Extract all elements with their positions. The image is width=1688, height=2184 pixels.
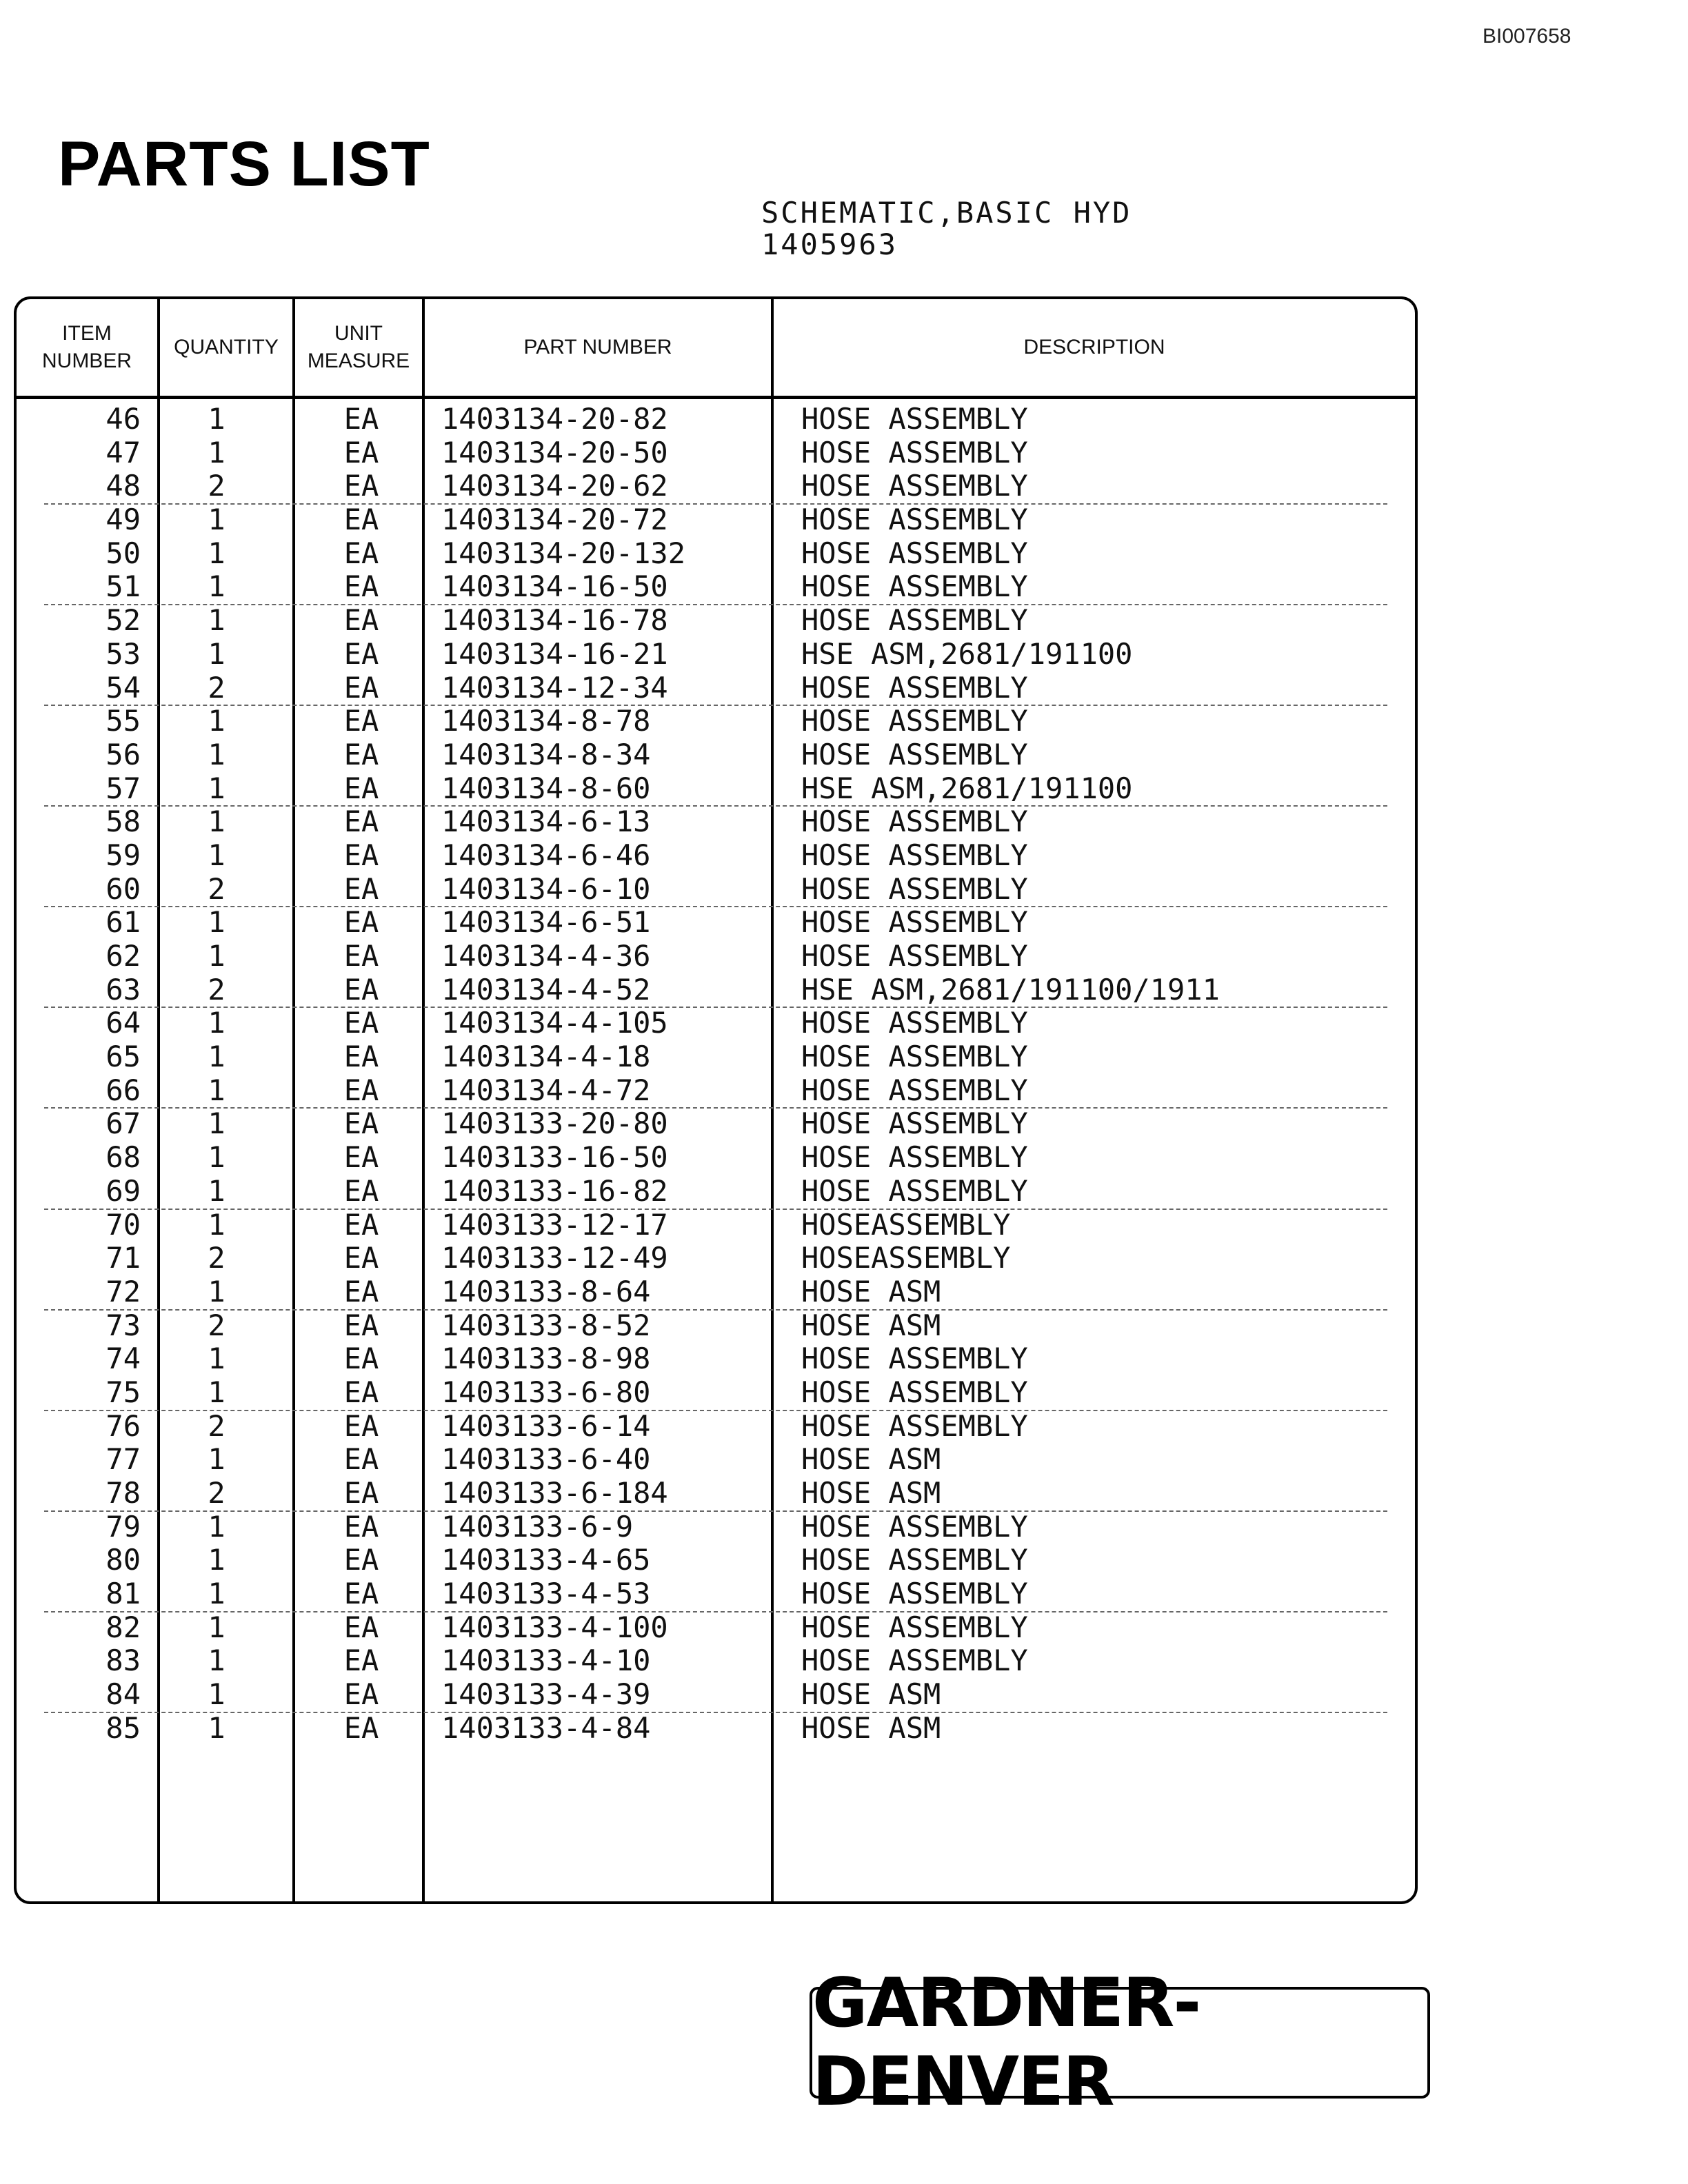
table-row [17, 1443, 1415, 1477]
table-row [17, 1074, 1415, 1108]
part-number-cell: 1403134-4-18 [441, 1040, 651, 1074]
unit-measure-cell: EA [343, 1207, 379, 1242]
quantity-cell: 1 [208, 1509, 225, 1544]
item-number-cell: 54 [106, 670, 141, 705]
table-row [17, 1477, 1415, 1510]
part-number-cell: 1403134-20-132 [441, 536, 686, 570]
description-cell: HOSE ASSEMBLY [801, 805, 1028, 839]
quantity-cell: 1 [208, 1442, 225, 1477]
quantity-cell: 1 [208, 771, 225, 805]
unit-measure-cell: EA [343, 1342, 379, 1376]
description-cell: HOSE ASSEMBLY [801, 469, 1028, 503]
unit-measure-cell: EA [343, 1073, 379, 1107]
part-number-cell: 1403134-12-34 [441, 670, 668, 705]
header-unit-measure [295, 299, 422, 396]
part-number-cell: 1403134-6-46 [441, 838, 651, 872]
description-cell: HOSE ASSEMBLY [801, 402, 1028, 436]
item-number-cell: 70 [106, 1207, 141, 1242]
item-number-cell: 80 [106, 1543, 141, 1577]
unit-measure-cell: EA [343, 1140, 379, 1175]
quantity-cell: 1 [208, 1006, 225, 1040]
description-cell: HOSE ASSEMBLY [801, 1408, 1028, 1443]
part-number-cell: 1403134-8-34 [441, 737, 651, 771]
description-cell: HOSE ASSEMBLY [801, 871, 1028, 906]
unit-measure-cell: EA [343, 1644, 379, 1678]
quantity-cell: 1 [208, 1140, 225, 1175]
item-number-cell: 73 [106, 1308, 141, 1342]
quantity-cell: 1 [208, 1207, 225, 1242]
quantity-cell: 2 [208, 871, 225, 906]
quantity-cell: 1 [208, 838, 225, 872]
item-number-cell: 75 [106, 1375, 141, 1409]
quantity-cell: 1 [208, 503, 225, 537]
description-cell: HOSE ASSEMBLY [801, 1509, 1028, 1544]
item-number-cell: 55 [106, 704, 141, 738]
unit-measure-cell: EA [343, 636, 379, 671]
part-number-cell: 1403133-4-10 [441, 1644, 651, 1678]
unit-measure-cell: EA [343, 1241, 379, 1275]
table-row [17, 1342, 1415, 1376]
part-number-cell: 1403133-4-100 [441, 1610, 668, 1644]
item-number-cell: 50 [106, 536, 141, 570]
quantity-cell: 2 [208, 972, 225, 1007]
item-number-cell: 53 [106, 636, 141, 671]
table-row [17, 1611, 1415, 1645]
table-row [17, 1577, 1415, 1611]
quantity-cell: 1 [208, 536, 225, 570]
item-number-cell: 52 [106, 603, 141, 638]
item-number-cell: 76 [106, 1408, 141, 1443]
unit-measure-cell: EA [343, 1543, 379, 1577]
description-cell: HOSE ASSEMBLY [801, 1106, 1028, 1141]
description-cell: HOSE ASM [801, 1710, 941, 1745]
quantity-cell: 1 [208, 1610, 225, 1644]
item-number-cell: 59 [106, 838, 141, 872]
schematic-number: 1405963 [761, 228, 898, 261]
unit-measure-cell: EA [343, 402, 379, 436]
item-number-cell: 69 [106, 1173, 141, 1208]
unit-measure-cell: EA [343, 503, 379, 537]
part-number-cell: 1403133-6-40 [441, 1442, 651, 1477]
unit-measure-cell: EA [343, 737, 379, 771]
page-title: PARTS LIST [58, 129, 430, 199]
item-number-cell: 65 [106, 1040, 141, 1074]
description-cell: HOSE ASSEMBLY [801, 503, 1028, 537]
quantity-cell: 1 [208, 402, 225, 436]
part-number-cell: 1403134-20-50 [441, 435, 668, 469]
part-number-cell: 1403134-20-62 [441, 469, 668, 503]
item-number-cell: 84 [106, 1677, 141, 1712]
part-number-cell: 1403133-12-17 [441, 1207, 668, 1242]
table-row [17, 873, 1415, 907]
schematic-title: SCHEMATIC,BASIC HYD [761, 196, 1132, 230]
quantity-cell: 1 [208, 905, 225, 940]
header-item-number [17, 299, 157, 396]
part-number-cell: 1403133-6-14 [441, 1408, 651, 1443]
quantity-cell: 1 [208, 1106, 225, 1141]
description-cell: HOSE ASSEMBLY [801, 1543, 1028, 1577]
unit-measure-cell: EA [343, 972, 379, 1007]
quantity-cell: 1 [208, 737, 225, 771]
part-number-cell: 1403134-6-51 [441, 905, 651, 940]
table-row [17, 1141, 1415, 1175]
quantity-cell: 2 [208, 670, 225, 705]
part-number-cell: 1403134-20-72 [441, 503, 668, 537]
table-row [17, 805, 1415, 839]
unit-measure-cell: EA [343, 1442, 379, 1477]
unit-measure-cell: EA [343, 670, 379, 705]
part-number-cell: 1403133-12-49 [441, 1241, 668, 1275]
quantity-cell: 1 [208, 1577, 225, 1611]
description-cell: HSE ASM,2681/191100 [801, 636, 1133, 671]
logo-text: GARDNER-DENVER [812, 1964, 1200, 2121]
item-number-cell: 47 [106, 435, 141, 469]
table-body [17, 403, 1415, 1746]
quantity-cell: 2 [208, 1308, 225, 1342]
parts-table [14, 296, 1418, 1904]
unit-measure-cell: EA [343, 871, 379, 906]
table-row [17, 469, 1415, 503]
unit-measure-cell: EA [343, 536, 379, 570]
unit-measure-cell: EA [343, 1710, 379, 1745]
table-row [17, 1510, 1415, 1544]
table-row [17, 906, 1415, 940]
quantity-cell: 1 [208, 636, 225, 671]
unit-measure-cell: EA [343, 1476, 379, 1510]
unit-measure-cell: EA [343, 1577, 379, 1611]
unit-measure-cell: EA [343, 569, 379, 604]
description-cell: HOSEASSEMBLY [801, 1241, 1011, 1275]
part-number-cell: 1403133-8-98 [441, 1342, 651, 1376]
description-cell: HOSE ASM [801, 1308, 941, 1342]
table-row [17, 940, 1415, 973]
description-cell: HOSE ASSEMBLY [801, 1342, 1028, 1376]
description-cell: HOSE ASM [801, 1274, 941, 1308]
part-number-cell: 1403134-6-13 [441, 805, 651, 839]
table-row [17, 839, 1415, 873]
quantity-cell: 1 [208, 939, 225, 973]
table-row [17, 1107, 1415, 1141]
table-row [17, 403, 1415, 436]
description-cell: HOSE ASM [801, 1677, 941, 1712]
quantity-cell: 1 [208, 1710, 225, 1745]
unit-measure-cell: EA [343, 603, 379, 638]
quantity-cell: 1 [208, 704, 225, 738]
item-number-cell: 71 [106, 1241, 141, 1275]
part-number-cell: 1403134-16-21 [441, 636, 668, 671]
table-row [17, 537, 1415, 571]
description-cell: HOSE ASSEMBLY [801, 1577, 1028, 1611]
table-row [17, 671, 1415, 705]
part-number-cell: 1403133-16-82 [441, 1173, 668, 1208]
item-number-cell: 66 [106, 1073, 141, 1107]
description-cell: HOSE ASM [801, 1476, 941, 1510]
header-divider [17, 396, 1415, 399]
part-number-cell: 1403134-16-78 [441, 603, 668, 638]
table-row [17, 570, 1415, 604]
item-number-cell: 81 [106, 1577, 141, 1611]
quantity-cell: 1 [208, 1644, 225, 1678]
item-number-cell: 58 [106, 805, 141, 839]
header-item-line2: NUMBER [41, 350, 132, 372]
header-unit-line2: MEASURE [307, 350, 410, 372]
item-number-cell: 56 [106, 737, 141, 771]
table-row [17, 1678, 1415, 1712]
table-row [17, 772, 1415, 806]
quantity-cell: 2 [208, 1476, 225, 1510]
part-number-cell: 1403134-20-82 [441, 402, 668, 436]
table-row [17, 1209, 1415, 1242]
unit-measure-cell: EA [343, 1677, 379, 1712]
quantity-cell: 1 [208, 569, 225, 604]
description-cell: HSE ASM,2681/191100/1911 [801, 972, 1220, 1007]
unit-measure-cell: EA [343, 1106, 379, 1141]
description-cell: HOSE ASSEMBLY [801, 939, 1028, 973]
description-cell: HOSE ASSEMBLY [801, 1073, 1028, 1107]
quantity-cell: 1 [208, 1375, 225, 1409]
part-number-cell: 1403133-6-184 [441, 1476, 668, 1510]
item-number-cell: 72 [106, 1274, 141, 1308]
table-row [17, 1544, 1415, 1577]
quantity-cell: 1 [208, 435, 225, 469]
description-cell: HOSE ASSEMBLY [801, 1375, 1028, 1409]
table-row [17, 1040, 1415, 1074]
part-number-cell: 1403134-4-105 [441, 1006, 668, 1040]
table-row [17, 705, 1415, 738]
description-cell: HOSE ASSEMBLY [801, 1006, 1028, 1040]
part-number-cell: 1403133-4-84 [441, 1710, 651, 1745]
unit-measure-cell: EA [343, 1308, 379, 1342]
table-row [17, 1309, 1415, 1343]
part-number-cell: 1403134-8-78 [441, 704, 651, 738]
item-number-cell: 68 [106, 1140, 141, 1175]
item-number-cell: 62 [106, 939, 141, 973]
unit-measure-cell: EA [343, 704, 379, 738]
quantity-cell: 1 [208, 1274, 225, 1308]
description-cell: HOSE ASSEMBLY [801, 1644, 1028, 1678]
table-row [17, 638, 1415, 671]
item-number-cell: 49 [106, 503, 141, 537]
item-number-cell: 77 [106, 1442, 141, 1477]
part-number-cell: 1403133-20-80 [441, 1106, 668, 1141]
quantity-cell: 1 [208, 1342, 225, 1376]
unit-measure-cell: EA [343, 939, 379, 973]
header-description: DESCRIPTION [1023, 336, 1165, 358]
quantity-cell: 2 [208, 1241, 225, 1275]
item-number-cell: 67 [106, 1106, 141, 1141]
description-cell: HOSE ASSEMBLY [801, 1610, 1028, 1644]
unit-measure-cell: EA [343, 1274, 379, 1308]
part-number-cell: 1403133-8-64 [441, 1274, 651, 1308]
part-number-cell: 1403133-6-9 [441, 1509, 634, 1544]
part-number-cell: 1403133-6-80 [441, 1375, 651, 1409]
quantity-cell: 1 [208, 1677, 225, 1712]
part-number-cell: 1403133-8-52 [441, 1308, 651, 1342]
item-number-cell: 63 [106, 972, 141, 1007]
unit-measure-cell: EA [343, 435, 379, 469]
description-cell: HOSE ASSEMBLY [801, 603, 1028, 638]
table-row [17, 1175, 1415, 1209]
quantity-cell: 1 [208, 1543, 225, 1577]
unit-measure-cell: EA [343, 1509, 379, 1544]
description-cell: HSE ASM,2681/191100 [801, 771, 1133, 805]
part-number-cell: 1403133-4-53 [441, 1577, 651, 1611]
part-number-cell: 1403133-4-39 [441, 1677, 651, 1712]
part-number-cell: 1403133-4-65 [441, 1543, 651, 1577]
part-number-cell: 1403134-4-36 [441, 939, 651, 973]
unit-measure-cell: EA [343, 1610, 379, 1644]
item-number-cell: 48 [106, 469, 141, 503]
item-number-cell: 57 [106, 771, 141, 805]
item-number-cell: 79 [106, 1509, 141, 1544]
table-row [17, 738, 1415, 772]
quantity-cell: 1 [208, 603, 225, 638]
table-row [17, 503, 1415, 537]
item-number-cell: 60 [106, 871, 141, 906]
item-number-cell: 83 [106, 1644, 141, 1678]
document-id: BI007658 [1483, 25, 1571, 48]
description-cell: HOSE ASSEMBLY [801, 569, 1028, 604]
part-number-cell: 1403134-6-10 [441, 871, 651, 906]
description-cell: HOSE ASSEMBLY [801, 1040, 1028, 1074]
table-row [17, 1242, 1415, 1275]
unit-measure-cell: EA [343, 1040, 379, 1074]
description-cell: HOSE ASSEMBLY [801, 1173, 1028, 1208]
unit-measure-cell: EA [343, 771, 379, 805]
description-cell: HOSE ASSEMBLY [801, 704, 1028, 738]
unit-measure-cell: EA [343, 805, 379, 839]
description-cell: HOSE ASSEMBLY [801, 1140, 1028, 1175]
item-number-cell: 64 [106, 1006, 141, 1040]
item-number-cell: 82 [106, 1610, 141, 1644]
description-cell: HOSE ASSEMBLY [801, 670, 1028, 705]
item-number-cell: 61 [106, 905, 141, 940]
description-cell: HOSEASSEMBLY [801, 1207, 1011, 1242]
unit-measure-cell: EA [343, 1375, 379, 1409]
description-cell: HOSE ASSEMBLY [801, 435, 1028, 469]
description-cell: HOSE ASSEMBLY [801, 536, 1028, 570]
table-row [17, 1376, 1415, 1410]
table-row [17, 604, 1415, 638]
item-number-cell: 85 [106, 1710, 141, 1745]
description-cell: HOSE ASSEMBLY [801, 838, 1028, 872]
table-row [17, 1712, 1415, 1746]
unit-measure-cell: EA [343, 1006, 379, 1040]
header-part-number: PART NUMBER [523, 336, 672, 358]
part-number-cell: 1403134-8-60 [441, 771, 651, 805]
gardner-denver-logo [810, 1964, 1430, 2121]
description-cell: HOSE ASSEMBLY [801, 905, 1028, 940]
table-row [17, 1410, 1415, 1444]
unit-measure-cell: EA [343, 469, 379, 503]
item-number-cell: 46 [106, 402, 141, 436]
header-unit-line1: UNIT [334, 322, 383, 345]
part-number-cell: 1403133-16-50 [441, 1140, 668, 1175]
part-number-cell: 1403134-16-50 [441, 569, 668, 604]
table-row [17, 1007, 1415, 1040]
quantity-cell: 2 [208, 1408, 225, 1443]
quantity-cell: 2 [208, 469, 225, 503]
header-quantity: QUANTITY [174, 336, 279, 358]
description-cell: HOSE ASM [801, 1442, 941, 1477]
description-cell: HOSE ASSEMBLY [801, 737, 1028, 771]
header-item-line1: ITEM [62, 322, 112, 345]
unit-measure-cell: EA [343, 1408, 379, 1443]
item-number-cell: 51 [106, 569, 141, 604]
table-row [17, 973, 1415, 1007]
unit-measure-cell: EA [343, 1173, 379, 1208]
part-number-cell: 1403134-4-72 [441, 1073, 651, 1107]
quantity-cell: 1 [208, 805, 225, 839]
table-row [17, 436, 1415, 470]
part-number-cell: 1403134-4-52 [441, 972, 651, 1007]
quantity-cell: 1 [208, 1173, 225, 1208]
table-row [17, 1275, 1415, 1309]
table-row [17, 1644, 1415, 1678]
unit-measure-cell: EA [343, 905, 379, 940]
quantity-cell: 1 [208, 1073, 225, 1107]
quantity-cell: 1 [208, 1040, 225, 1074]
item-number-cell: 78 [106, 1476, 141, 1510]
unit-measure-cell: EA [343, 838, 379, 872]
item-number-cell: 74 [106, 1342, 141, 1376]
